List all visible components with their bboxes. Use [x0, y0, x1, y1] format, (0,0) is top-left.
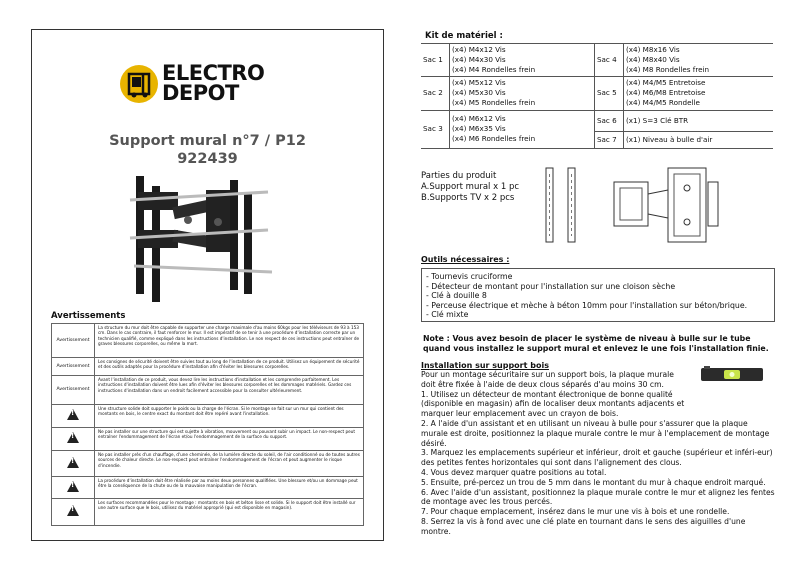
installation-intro: Pour un montage sécuritaire sur un support bois, la plaque murale doit être fixée à l'aide de deux clous séparés d'au moins 30 cm.: [421, 370, 674, 389]
installation-step: 5. Ensuite, pré-percez un trou de 5 mm dans le montant du mur à chaque endroit marqué.: [421, 477, 766, 487]
installation-step: 2. A l'aide d'un assistant et en utilisant un niveau à bulle pour s'assurer que la plaque murale est droite, positionnez la plaque murale contre le mur à l'emplacement de montage désiré.: [421, 418, 770, 448]
warning-text: Avant l'installation de ce produit, vous devez lire les instructions d'installation et les comprendre parfaitement. Les instructions d'installation doivent être lues afin d'éviter les blessures corporelles et les dommages matériels. Gardez ces instructions d'installation dans un endroit facilement accessible pour la consulter ultérieurement.: [95, 376, 364, 405]
kit-bag-label: Sac 4: [594, 44, 623, 77]
installation-step: 4. Vous devez marquer quatre positions au total.: [421, 467, 607, 477]
warning-label: Avertissement: [52, 324, 95, 358]
warning-text: Les surfaces recommandées pour le montage : montants en bois et béton lisse et solide. Si le support doit être installé sur une autre surface que le bois, utilisez du matériel approprié (qui est disponible en magasin).: [95, 499, 364, 526]
tool-item: - Clé mixte: [426, 310, 469, 320]
kit-item: (x4) M4 Rondelles frein: [452, 65, 536, 75]
kit-bag-label: Sac 1: [421, 44, 450, 77]
warnings-table: [51, 323, 364, 526]
warning-row: [52, 405, 364, 428]
warning-triangle-icon: [67, 505, 79, 516]
kit-bag-contents: [623, 110, 773, 131]
warning-row: [52, 451, 364, 477]
kit-item: (x4) M4/M5 Rondelle: [625, 98, 700, 108]
kit-bag-contents: [450, 110, 595, 148]
warning-triangle-icon: [67, 432, 79, 443]
warning-row: [52, 428, 364, 451]
kit-item: (x4) M8 Rondelles frein: [625, 65, 710, 75]
warning-row: [52, 499, 364, 526]
kit-bag-contents: [450, 44, 595, 77]
tool-item: - Perceuse électrique et mèche à béton 10mm pour l'installation sur béton/brique.: [426, 300, 748, 310]
kit-item: (x1) Niveau à bulle d'air: [625, 134, 713, 144]
kit-item: (x4) M4x30 Vis: [452, 55, 506, 65]
kit-bag-label: Sac 3: [421, 110, 450, 148]
kit-bag-label: Sac 5: [594, 77, 623, 110]
level-note: Note : Vous avez besoin de placer le système de niveau à bulle sur le tube quand vous installez le support mural et enlevez le une fois l'installation finie.: [423, 334, 769, 353]
warning-text: Ne pas installer près d'un chauffage, d'une cheminée, de la lumière directe du soleil, de l'air conditionné ou de toutes autres sources de chaleur directe. Le non-respect peut entraîner l'endommagement de l'écran et peut augmenter le risque d'incendie.: [95, 451, 364, 477]
tool-item: - Tournevis cruciforme: [426, 272, 513, 281]
warning-triangle-icon: [67, 409, 79, 420]
warning-row: [52, 358, 364, 376]
parts-title: Parties du produit: [421, 171, 497, 181]
warning-text: Ne pas installer sur une structure qui est sujette à vibration, mouvement ou pouvant subir un impact. Le non-respect peut entraîner l'endommagement de l'écran et/ou l'endommagement de la surface du support.: [95, 428, 364, 451]
installation-step: 8. Serrez la vis à fond avec une clé plate en tournant dans le sens des aiguilles d'une montre.: [421, 516, 746, 536]
parts-item: A.Support mural x 1 pc: [421, 182, 520, 192]
warning-row: [52, 477, 364, 499]
kit-item: (x4) M8x40 Vis: [625, 55, 680, 65]
tool-item: - Clé à douille 8: [426, 291, 487, 301]
kit-item: (x4) M4/M5 Entretoise: [625, 78, 706, 88]
kit-item: (x4) M6 Rondelles frein: [452, 134, 536, 144]
kit-bag-label: Sac 6: [594, 110, 623, 131]
warning-label: Avertissement: [52, 358, 95, 376]
installation-step: 1. Utilisez un détecteur de montant électronique de bonne qualité (disponible en magasin) afin de localiser deux montants adjacents et marquer leur emplacement avec un crayon de bois.: [421, 389, 685, 419]
kit-item: (x1) S=3 Clé BTR: [625, 115, 689, 125]
warning-text: La structure du mur doit être capable de supporter une charge maximale d'au moins 60kgs pour les téléviseurs de 93 à 153 cm. Dans le cas contraire, il faut renforcer le mur. Il est impératif de se tenir à une procédure d'installation correcte par un technicien qualifié, comme expliqué dans les instructions d'installation. Le non respect de ces instructions peut entraîner de graves blessures corporelles, ou même la mort.: [95, 324, 364, 358]
brand-logo-icon: [120, 65, 158, 103]
kit-bag-contents: [623, 77, 773, 110]
installation-step: 3. Marquez les emplacements supérieur et inférieur, droit et gauche (supérieur et inféri-eur) des petites fentes horizontales qui sont dans l'alignement des clous.: [421, 448, 773, 468]
kit-item: (x4) M4x12 Vis: [452, 45, 506, 54]
kit-item: (x4) M6x35 Vis: [452, 124, 506, 134]
warnings-title: Avertissements: [51, 311, 126, 321]
kit-bag-contents: [623, 131, 773, 148]
kit-item: (x4) M8x16 Vis: [625, 45, 680, 54]
installation-title: Installation sur support bois: [421, 361, 549, 370]
kit-row: [421, 110, 773, 131]
wall-mount-drawing: [612, 166, 730, 244]
brand-name-line1: ELECTRO: [162, 61, 265, 85]
kit-bag-contents: [450, 77, 595, 110]
tool-item: - Détecteur de montant pour l'installation sur une cloison sèche: [426, 281, 676, 291]
product-title: Support mural n°7 / P12: [109, 133, 306, 149]
kit-item: (x4) M6/M8 Entretoise: [625, 88, 706, 98]
kit-item: (x4) M5 Rondelles frein: [452, 98, 536, 108]
kit-title: Kit de matériel :: [425, 31, 503, 41]
product-reference: 922439: [177, 151, 238, 167]
installation-step: 7. Pour chaque emplacement, insérez dans le mur une vis à bois et une rondelle.: [421, 507, 730, 517]
tools-title: Outils nécessaires :: [421, 255, 510, 264]
kit-row: [421, 44, 773, 77]
kit-bag-label: Sac 7: [594, 131, 623, 148]
product-wall-mount-image: [128, 172, 278, 302]
warning-triangle-icon: [67, 457, 79, 468]
kit-row: [421, 77, 773, 110]
installation-step: 6. Avec l'aide d'un assistant, positionnez la plaque murale contre le mur et alignez les fentes de montage avec les trous percés.: [421, 487, 775, 507]
tv-brackets-drawing: [542, 166, 582, 244]
kit-table: [421, 43, 773, 149]
warning-row: [52, 376, 364, 405]
parts-item: B.Supports TV x 2 pcs: [421, 193, 515, 203]
warning-text: Les consignes de sécurité doivent être suivies tout au long de l'installation de ce produit. Utilisez un équipement de sécurité et des outils adaptés pour la procédure d'installation afin d'éviter les blessures corporelles.: [95, 358, 364, 376]
kit-item: (x4) M5x30 Vis: [452, 88, 506, 98]
warning-text: La procédure d'installation doit être réalisée par au moins deux personnes qualifiées. Une blessure et/ou un dommage peut être la conséquence de la chute ou de la mauvaise manipulation de l'écran.: [95, 477, 364, 499]
warning-triangle-icon: [67, 481, 79, 492]
tools-list: [421, 268, 775, 322]
kit-item: (x4) M5x12 Vis: [452, 78, 506, 88]
brand-name-line2: DEPOT: [162, 81, 239, 105]
kit-item: (x4) M6x12 Vis: [452, 113, 506, 123]
product-parts: [421, 171, 519, 204]
bubble-level-icon: [700, 365, 764, 383]
warning-text: Une structure solide doit supporter le poids ou la charge de l'écran. Si le montage se fait sur un mur qui contient des montants en bois, le centre exact du montant doit être repéré avant l'installation.: [95, 405, 364, 428]
installation-steps: [421, 370, 776, 537]
warning-row: [52, 324, 364, 358]
kit-bag-contents: [623, 44, 773, 77]
warning-label: Avertissement: [52, 376, 95, 405]
kit-bag-label: Sac 2: [421, 77, 450, 110]
